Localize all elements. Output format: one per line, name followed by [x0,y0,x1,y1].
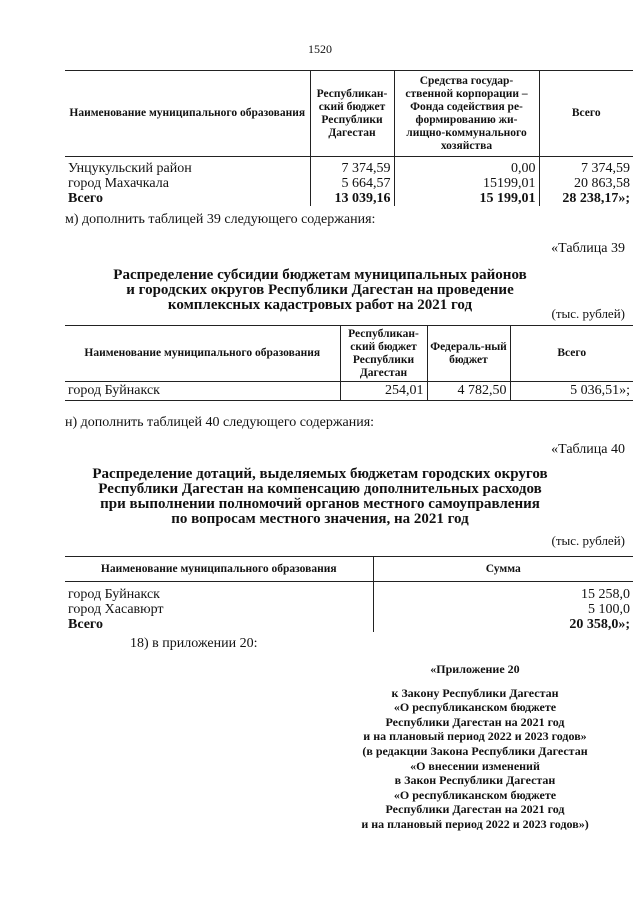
column-header: Средства государ-ственной корпорации – Фонда содействия ре-формированию жи-лищно-коммунального хозяйства [394,71,539,157]
table-header-row [65,71,633,157]
table-row [65,382,633,401]
cell-value: 20 358,0»; [373,617,633,632]
column-header: Республикан-ский бюджет Республики Дагестан [310,71,394,157]
page-number: 1520 [308,42,332,56]
cell-name: город Махачкала [68,175,169,191]
cell-value: 5 100,0 [373,602,633,617]
cell-value: 7 374,59 [539,161,633,176]
cell-value: 20 863,58 [539,176,633,191]
cell-name: Всего [68,616,103,632]
table-40-title: Распределение дотаций, выделяемых бюджетам городских округов Республики Дагестан на компенсацию дополнительных расходов при выполнении полномочий органов местного самоуправления по вопросам местного значения, на 2021 год [92,466,548,527]
table-39-title: Распределение субсидии бюджетам муниципальных районов и городских округов Республики Дагестан на проведение комплексных кадастровых работ на 2021 год [113,267,527,313]
cell-name: Всего [68,190,103,206]
table-total-row [65,191,633,206]
table-40-unit: (тыс. рублей) [551,533,625,548]
paragraph-n: н) дополнить таблицей 40 следующего содержания: [65,415,375,430]
table-row [65,587,633,602]
cell-value: 5 036,51»; [510,382,633,401]
column-header: Сумма [373,557,633,582]
cell-name: город Хасавюрт [68,601,164,617]
column-header: Федераль-ный бюджет [427,326,510,382]
table-39 [65,325,633,401]
column-header: Наименование муниципального образования [65,326,340,382]
column-header: Всего [539,71,633,157]
column-header: Наименование муниципального образования [65,557,373,582]
cell-name: Унцукульский район [68,160,192,176]
cell-value: 15199,01 [394,176,539,191]
cell-value: 0,00 [394,161,539,176]
table-40 [65,556,633,632]
cell-name: город Буйнакск [68,586,160,602]
cell-name: город Буйнакск [65,382,340,401]
cell-value: 5 664,57 [310,176,394,191]
table-row [65,602,633,617]
paragraph-m: м) дополнить таблицей 39 следующего содержания: [65,212,376,227]
table-row [65,176,633,191]
table-header-row [65,557,633,582]
table-39-label: «Таблица 39 [551,241,625,256]
table-39-unit: (тыс. рублей) [551,306,625,321]
cell-value: 13 039,16 [310,191,394,206]
cell-value: 15 258,0 [373,587,633,602]
table-total-row [65,617,633,632]
table-40-label: «Таблица 40 [551,442,625,457]
paragraph-18: 18) в приложении 20: [130,636,258,651]
annex-header: «Приложение 20 к Закону Республики Дагестан «О республиканском бюджете Республики Дагестан на 2021 год и на плановый период 2022 и 2023 годов» (в редакции Закона Республики Дагестан «О внесении изменений в Закон Республики Дагестан «О республиканском бюджете Республики Дагестан на 2021 год и на плановый период 2022 и 2023 годов») [361,662,589,831]
table-38-continued [65,70,633,206]
cell-value: 15 199,01 [394,191,539,206]
cell-value: 28 238,17»; [539,191,633,206]
cell-value: 4 782,50 [427,382,510,401]
column-header: Республикан-ский бюджет Республики Дагестан [340,326,427,382]
column-header: Наименование муниципального образования [65,71,310,157]
cell-value: 254,01 [340,382,427,401]
table-header-row [65,326,633,382]
table-row [65,161,633,176]
column-header: Всего [510,326,633,382]
cell-value: 7 374,59 [310,161,394,176]
